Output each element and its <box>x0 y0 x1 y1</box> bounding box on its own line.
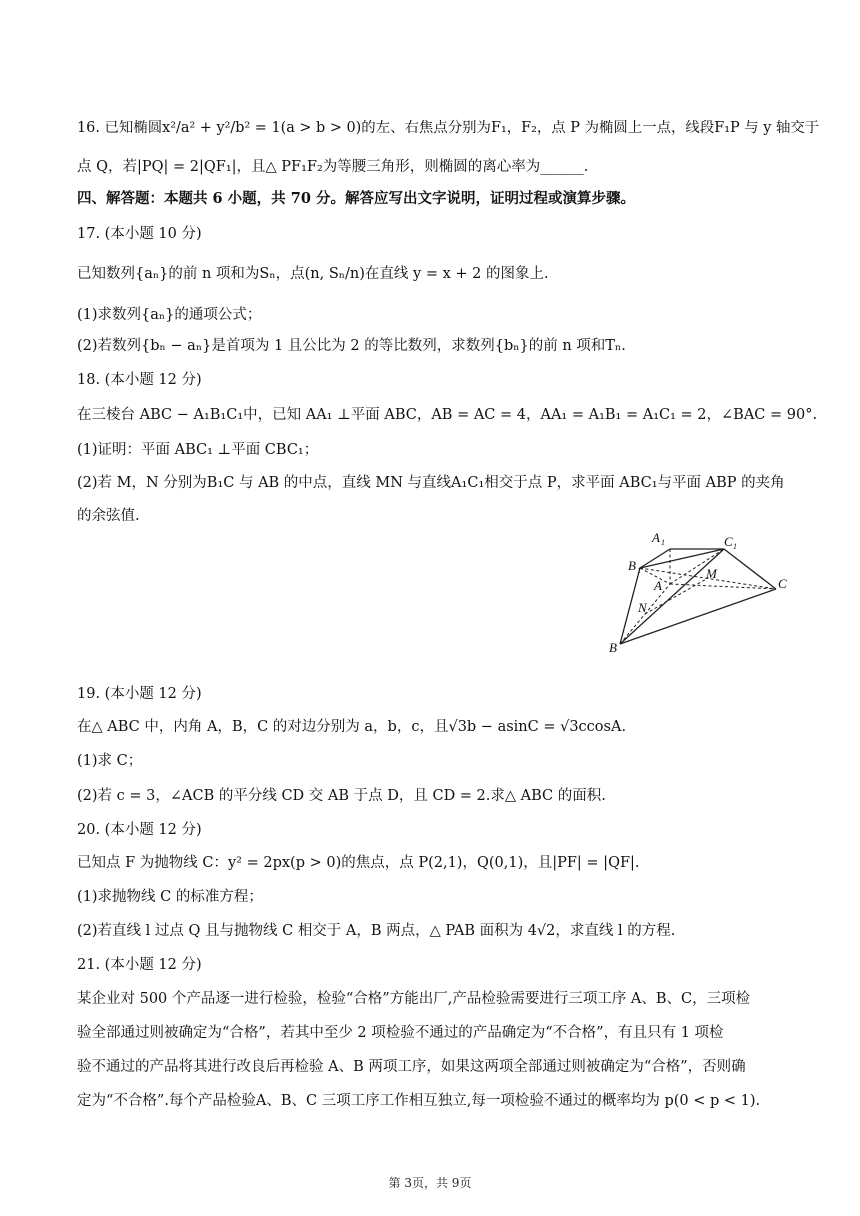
label-b1-sub: 1 <box>637 566 641 575</box>
edge-c1c <box>724 549 776 589</box>
edge-bc <box>620 589 776 644</box>
problem-16-line-1: 16. 已知椭圆x²/a² + y²/b² = 1(a > b > 0)的左、右焦点分别为F₁，F₂，点 P 为椭圆上一点，线段F₁P 与 y 轴交于 <box>77 120 820 136</box>
problem-19-part-2: (2)若 c = 3，∠ACB 的平分线 CD 交 AB 于点 D，且 CD = 2.求△ ABC 的面积. <box>77 788 606 804</box>
label-a1-sub: 1 <box>661 538 665 547</box>
label-c: C <box>778 576 787 591</box>
label-a: A <box>654 578 662 593</box>
problem-18-statement: 在三棱台 ABC − A₁B₁C₁中，已知 AA₁ ⊥平面 ABC，AB = AC = 4，AA₁ = A₁B₁ = A₁C₁ = 2，∠BAC = 90°. <box>77 407 818 423</box>
problem-21-line-1: 某企业对 500 个产品逐一进行检验，检验“合格”方能出厂,产品检验需要进行三项工序 A、B、C，三项检 <box>77 991 751 1007</box>
problem-17-header: 17. (本小题 10 分) <box>77 226 202 242</box>
problem-18-part-2-cont: 的余弦值. <box>77 508 140 524</box>
problem-18-part-2: (2)若 M，N 分别为B₁C 与 AB 的中点，直线 MN 与直线A₁C₁相交于点 P，求平面 ABC₁与平面 ABP 的夹角 <box>77 475 785 491</box>
problem-19-part-1: (1)求 C； <box>77 753 143 769</box>
section-heading: 四、解答题：本题共 6 小题，共 70 分。解答应写出文字说明，证明过程或演算步骤。 <box>77 190 635 207</box>
problem-18-header: 18. (本小题 12 分) <box>77 372 202 388</box>
label-c1: C <box>724 534 733 549</box>
problem-20-part-1: (1)求抛物线 C 的标准方程； <box>77 889 263 905</box>
edge-b1b <box>620 568 640 644</box>
problem-21-line-3: 验不通过的产品将其进行改良后再检验 A、B 两项工序，如果这两项全部通过则被确定为“合格”，否则确 <box>77 1059 746 1075</box>
page-footer: 第 3页，共 9页 <box>388 1176 472 1190</box>
label-c1-sub: 1 <box>733 542 737 551</box>
problem-21-header: 21. (本小题 12 分) <box>77 957 202 973</box>
label-b1: B <box>628 558 636 573</box>
label-b: B <box>609 640 617 655</box>
problem-19-statement: 在△ ABC 中，内角 A，B，C 的对边分别为 a，b，c，且√3b − asinC = √3ccosA. <box>77 719 627 735</box>
problem-17-part-1: (1)求数列{aₙ}的通项公式； <box>77 307 262 323</box>
problem-17-part-2: (2)若数列{bₙ − aₙ}是首项为 1 且公比为 2 的等比数列，求数列{bₙ}的前 n 项和Tₙ. <box>77 338 626 354</box>
problem-20-statement: 已知点 F 为抛物线 C：y² = 2px(p > 0)的焦点，点 P(2,1)，Q(0,1)，且|PF| = |QF|. <box>77 855 640 871</box>
label-m: M <box>706 566 717 581</box>
problem-16-line-2: 点 Q，若|PQ| = 2|QF₁|，且△ PF₁F₂为等腰三角形，则椭圆的离心率为______. <box>77 159 589 175</box>
problem-19-header: 19. (本小题 12 分) <box>77 686 202 702</box>
problem-18-part-1: (1)证明：平面 ABC₁ ⊥平面 CBC₁； <box>77 442 319 458</box>
frustum-figure <box>600 526 800 656</box>
problem-20-part-2: (2)若直线 l 过点 Q 且与抛物线 C 相交于 A，B 两点，△ PAB 面积为 4√2，求直线 l 的方程. <box>77 923 676 939</box>
problem-20-header: 20. (本小题 12 分) <box>77 822 202 838</box>
label-n: N <box>638 600 647 615</box>
label-a1: A <box>652 530 660 545</box>
problem-21-line-4: 定为“不合格”.每个产品检验A、B、C 三项工序工作相互独立,每一项检验不通过的概率均为 p(0 < p < 1). <box>77 1093 761 1109</box>
problem-21-line-2: 验全部通过则被确定为“合格”，若其中至少 2 项检验不通过的产品确定为“不合格”，有且只有 1 项检 <box>77 1025 724 1041</box>
problem-17-statement: 已知数列{aₙ}的前 n 项和为Sₙ，点(n, Sₙ/n)在直线 y = x + 2 的图象上. <box>77 266 549 282</box>
